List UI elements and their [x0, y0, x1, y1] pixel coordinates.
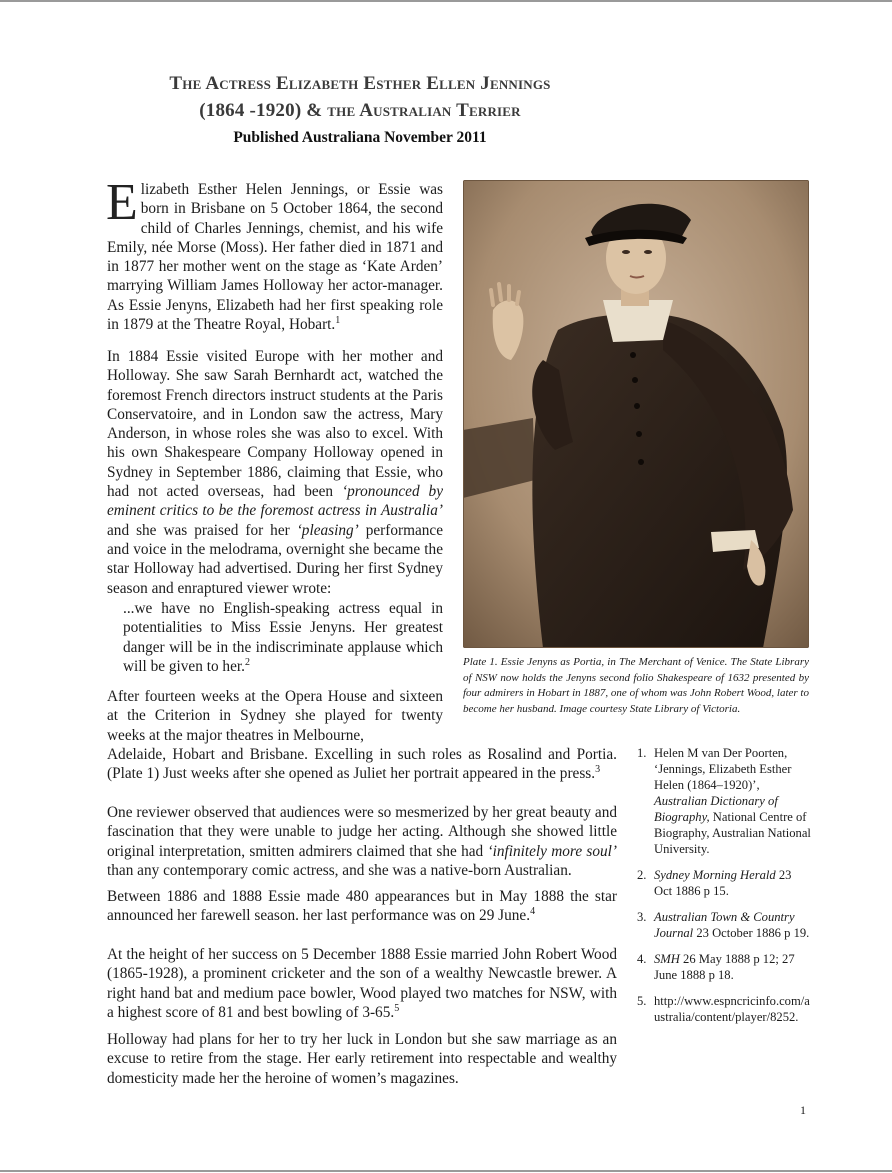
paragraph-7 [107, 1030, 617, 1088]
plate-1-caption: Plate 1. Essie Jenyns as Portia, in The Merchant of Venice. The State Library of NSW now holds the Jenyns second folio Shakespeare of 1632 presented by four admirers in Hobart in 1887, one of whom was John Robert Wood, later to become her husband. Image courtesy State Library of Victoria. [463, 656, 809, 715]
footnote-2-number: 2. [637, 868, 647, 882]
footnote-4 [637, 951, 812, 983]
footnote-ref-2: 2 [244, 656, 250, 668]
footnote-3 [637, 909, 812, 941]
footnote-2 [637, 867, 812, 899]
footnote-4-number: 4. [637, 952, 647, 966]
footnote-ref-3: 3 [595, 764, 601, 776]
paragraph-5-text: Between 1886 and 1888 Essie made 480 appearances but in May 1888 the star announced her farewell season. her last performance was on 29 June. [107, 888, 617, 925]
paragraph-3-wide-text: Adelaide, Hobart and Brisbane. Excelling in such roles as Rosalind and Portia. (Plate 1) Just weeks after she opened as Juliet her portrait appeared in the press. [107, 746, 617, 783]
footnote-3-text [654, 909, 812, 941]
footnote-1-text-b: National Centre of Biography, Australian National University. [654, 810, 811, 856]
page-number: 1 [800, 1103, 806, 1117]
drop-cap: E [106, 174, 138, 231]
paragraph-2-quote-2: ‘pleasing’ [296, 521, 359, 539]
footnote-ref-5: 5 [394, 1002, 400, 1014]
footnote-3-source: Australian Town & Country Journal [654, 910, 795, 940]
footnote-1-source: Australian Dictionary of Biography, [654, 794, 778, 824]
plate-1-photo [463, 180, 809, 648]
paragraph-2-text-a: In 1884 Essie visited Europe with her mother and Holloway. She saw Sarah Bernhardt act, watched the foremost French directors instruct students at the Paris Conservatoire, and in London saw the actress, Mary Anderson, in whose roles she was also to excel. With his own Shakespeare Company Holloway opened in Sydney in September 1886, claiming that Essie, who had not acted overseas, had been [107, 348, 443, 501]
title-line-2: (1864 -1920) & the Australian Terrier [199, 100, 521, 121]
block-quote-text: ...we have no English-speaking actress equal in potentialities to Miss Essie Jenyns. Her greatest danger will be in the indiscriminate applause which will be given to her. [123, 600, 443, 675]
paragraph-6 [107, 945, 617, 1022]
top-border [0, 0, 892, 2]
paragraph-3-narrow-text: After fourteen weeks at the Opera House and sixteen at the Criterion in Sydney she played for twenty weeks at the major theatres in Melbourne, [107, 688, 443, 744]
footnote-3-number: 3. [637, 910, 647, 924]
paragraph-4-text-b: than any contemporary comic actress, and she was a native-born Australian. [107, 861, 572, 879]
footnote-1-text-a: Helen M van Der Poorten, ‘Jennings, Elizabeth Esther Helen (1864–1920)’, [654, 746, 792, 792]
paragraph-7-text: Holloway had plans for her to try her luck in London but she saw marriage as an excuse to retire from the stage. Her early retirement into respectable and wealthy domesticity made her the heroine of women’s magazines. [107, 1031, 617, 1087]
footnote-3-text-b: 23 October 1886 p 19. [693, 926, 810, 940]
paragraph-6-text: At the height of her success on 5 December 1888 Essie married John Robert Wood (1865-1928), a prominent cricketer and the son of a wealthy Newcastle brewer. A right hand bat and medium pace bowler, Wood played two matches for NSW, with a highest score of 81 and best bowling of 3-65. [107, 946, 617, 1021]
bottom-border [0, 1170, 892, 1172]
paragraph-3-wide [107, 745, 617, 784]
paragraph-1 [106, 174, 443, 334]
footnote-2-text [654, 867, 812, 899]
footnote-5 [637, 993, 812, 1025]
paragraph-4 [107, 803, 617, 880]
paragraph-4-quote: ‘infinitely more soul’ [487, 842, 617, 860]
footnote-1-text [654, 745, 812, 857]
paragraph-4-text-a: One reviewer observed that audiences were so mesmerized by her great beauty and fascination that they were unable to judge her acting. Although she showed little original interpretation, smitten admirers claimed that she had [107, 804, 617, 860]
footnote-5-link[interactable]: http://www.espncricinfo.com/australia/content/player/8252. [654, 994, 810, 1024]
footnote-1 [637, 745, 812, 857]
footnote-2-text-b: 23 Oct 1886 p 15. [654, 868, 792, 898]
subtitle: Published Australiana November 2011 [233, 129, 487, 146]
footnote-4-text [654, 951, 812, 983]
footnote-ref-1: 1 [335, 314, 341, 326]
paragraph-2 [107, 347, 443, 598]
block-quote [123, 599, 443, 676]
paragraph-1-text: lizabeth Esther Helen Jennings, or Essie was born in Brisbane on 5 October 1864, the second child of Charles Jennings, chemist, and his wife Emily, née Morse (Moss). Her father died in 1871 and in 1877 her mother went on the stage as ‘Kate Arden’ marrying William James Holloway her actor-manager. As Essie Jenyns, Elizabeth had her first speaking role in 1879 at the Theatre Royal, Hobart. [107, 181, 443, 334]
footnote-1-number: 1. [637, 746, 647, 760]
paragraph-2-quote-1: ‘pronounced by eminent critics to be the foremost actress in Australia’ [107, 483, 443, 520]
paragraph-3-narrow [107, 687, 443, 745]
footnote-5-number: 5. [637, 994, 647, 1008]
paragraph-2-text-b: and she was praised for her [107, 521, 297, 539]
title-line-1: The Actress Elizabeth Esther Ellen Jennings [169, 73, 551, 94]
footnotes [637, 745, 812, 1035]
paragraph-2-text-c: performance and voice in the melodrama, overnight she became the star Holloway had advertised. During her first Sydney season and enraptured viewer wrote: [107, 521, 443, 597]
footnote-4-text-b: 26 May 1888 p 12; 27 June 1888 p 18. [654, 952, 795, 982]
footnote-ref-4: 4 [530, 906, 536, 918]
footnote-2-source: Sydney Morning Herald [654, 868, 776, 882]
paragraph-5 [107, 887, 617, 926]
footnote-4-source: SMH [654, 952, 680, 966]
portrait-illustration [463, 180, 809, 648]
